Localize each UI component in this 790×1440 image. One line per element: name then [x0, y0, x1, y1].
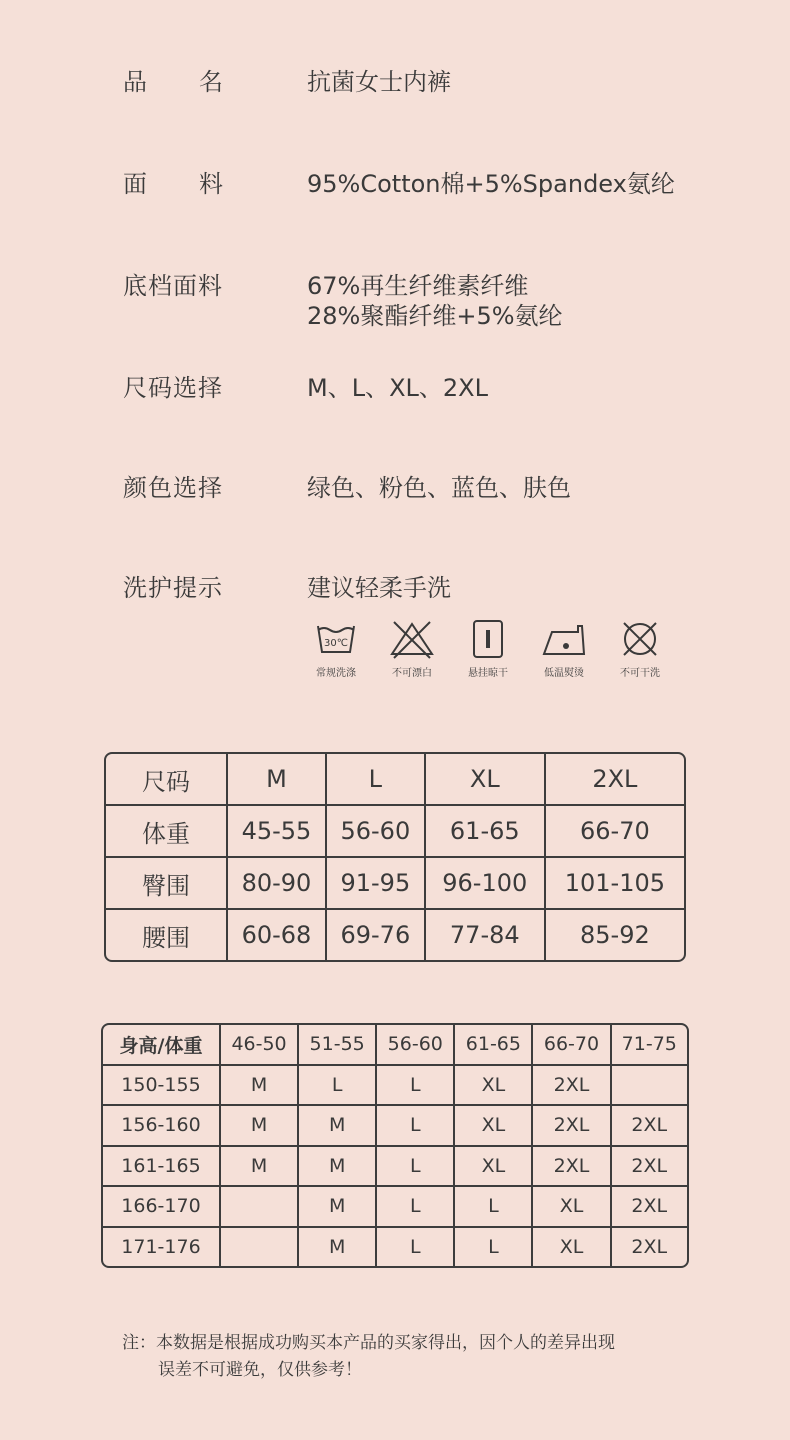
- table-cell: XL: [455, 1106, 533, 1147]
- spec-value-name: 抗菌女士内裤: [307, 68, 451, 96]
- table-header-cell: L: [327, 754, 426, 806]
- table-cell: L: [299, 1066, 377, 1107]
- table-cell: [221, 1228, 299, 1267]
- table-cell: 56-60: [327, 806, 426, 858]
- table-cell: L: [377, 1106, 455, 1147]
- table-cell: M: [221, 1147, 299, 1188]
- care-caption: 常规洗涤: [316, 668, 356, 679]
- table-row: [106, 910, 684, 960]
- care-item-hang-dry: [450, 618, 526, 679]
- spec-value-color: 绿色、粉色、蓝色、肤色: [307, 474, 571, 502]
- table-cell: 腰围: [106, 910, 228, 960]
- table-row: [103, 1187, 687, 1228]
- table-header-cell: 2XL: [546, 754, 684, 806]
- table-cell: 2XL: [631, 1235, 668, 1258]
- table-cell: 2XL: [533, 1066, 611, 1107]
- table-cell: 66-70: [546, 806, 684, 858]
- table-cell: 161-165: [103, 1147, 221, 1188]
- label-char: 面: [123, 170, 147, 198]
- table-cell: 77-84: [426, 910, 546, 960]
- care-item-no-dry-clean: [602, 618, 678, 679]
- table-row: [106, 806, 684, 858]
- table-row: [103, 1066, 687, 1107]
- table-cell: 2XL: [533, 1147, 611, 1188]
- spec-label-fabric: [123, 169, 223, 199]
- disclaimer-note: [122, 1330, 615, 1384]
- spec-label-crotch: 底档面料: [123, 272, 223, 300]
- care-item-low-iron: [526, 618, 602, 679]
- table-header-cell: 51-55: [299, 1025, 377, 1066]
- table-cell: L: [377, 1147, 455, 1188]
- care-caption: 低温熨烫: [544, 668, 584, 679]
- care-item-wash: [298, 618, 374, 679]
- table-cell: 61-65: [426, 806, 546, 858]
- table-cell: 45-55: [228, 806, 327, 858]
- spec-label-name: [123, 67, 223, 97]
- table-cell: L: [377, 1228, 455, 1267]
- label-char: 名: [199, 68, 223, 96]
- table-cell: L: [377, 1066, 455, 1107]
- table-header-cell: 46-50: [221, 1025, 299, 1066]
- table-cell: 2XL: [612, 1147, 687, 1188]
- table-cell: 156-160: [103, 1106, 221, 1147]
- spec-value-fabric: 95%Cotton棉+5%Spandex氨纶: [307, 170, 675, 198]
- note-line-1: 注：本数据是根据成功购买本产品的买家得出，因个人的差异出现: [122, 1333, 615, 1353]
- spec-value-crotch: [307, 271, 563, 331]
- table-cell: 101-105: [546, 858, 684, 910]
- table-header-cell: 56-60: [377, 1025, 455, 1066]
- table-cell: M: [299, 1147, 377, 1188]
- table-header-cell: 71-75: [612, 1025, 687, 1066]
- table-header-cell: 66-70: [533, 1025, 611, 1066]
- table-header-cell: XL: [426, 754, 546, 806]
- care-caption: 不可干洗: [620, 668, 660, 679]
- table-cell: 80-90: [228, 858, 327, 910]
- no-bleach-icon: [388, 618, 436, 660]
- table-header-cell: 身高/体重: [103, 1025, 221, 1066]
- spec-label-care: 洗护提示: [123, 574, 223, 602]
- table-cell: 2XL: [612, 1106, 687, 1147]
- note-line-2: 误差不可避免，仅供参考！: [158, 1360, 362, 1380]
- table-cell: 150-155: [103, 1066, 221, 1107]
- table-cell: M: [299, 1228, 377, 1267]
- table-cell: M: [299, 1187, 377, 1228]
- table-row: [106, 858, 684, 910]
- table-header-cell: 61-65: [455, 1025, 533, 1066]
- table-cell: [612, 1066, 687, 1107]
- spec-value-size: M、L、XL、2XL: [307, 374, 488, 402]
- table-header-row: [103, 1025, 687, 1066]
- table-cell: 166-170: [103, 1187, 221, 1228]
- table-cell: 91-95: [327, 858, 426, 910]
- table-cell: 85-92: [580, 921, 650, 949]
- table-header-cell: M: [228, 754, 327, 806]
- table-cell: L: [455, 1187, 533, 1228]
- spec-label-size: 尺码选择: [123, 374, 223, 402]
- table-cell: XL: [455, 1066, 533, 1107]
- fit-table: [101, 1023, 689, 1268]
- table-cell: XL: [533, 1187, 611, 1228]
- table-cell: 171-176: [103, 1228, 221, 1267]
- no-dry-clean-icon: [616, 618, 664, 660]
- table-cell: L: [455, 1228, 533, 1267]
- table-cell: 臀围: [106, 858, 228, 910]
- table-header-cell: 尺码: [106, 754, 228, 806]
- table-cell: 69-76: [327, 910, 426, 960]
- table-cell: M: [221, 1066, 299, 1107]
- table-cell: XL: [533, 1228, 611, 1267]
- table-cell: M: [221, 1106, 299, 1147]
- low-iron-icon: [540, 618, 588, 660]
- table-cell: 2XL: [533, 1106, 611, 1147]
- table-header-row: [106, 754, 684, 806]
- table-cell: 体重: [106, 806, 228, 858]
- care-item-no-bleach: [374, 618, 450, 679]
- hang-dry-icon: [464, 618, 512, 660]
- size-table: [104, 752, 686, 962]
- table-row: [103, 1106, 687, 1147]
- svg-text:30℃: 30℃: [324, 638, 348, 649]
- table-cell: 96-100: [426, 858, 546, 910]
- label-char: 料: [199, 170, 223, 198]
- table-row: [103, 1228, 687, 1267]
- care-caption: 不可漂白: [392, 668, 432, 679]
- spec-value-care: 建议轻柔手洗: [307, 574, 451, 602]
- care-caption: 悬挂晾干: [468, 668, 508, 679]
- table-cell: M: [299, 1106, 377, 1147]
- table-cell: [221, 1187, 299, 1228]
- crotch-line-1: 67%再生纤维素纤维: [307, 272, 529, 300]
- care-icons: [298, 618, 678, 679]
- table-cell: L: [377, 1187, 455, 1228]
- spec-label-color: 颜色选择: [123, 474, 223, 502]
- table-cell: 60-68: [228, 910, 327, 960]
- label-char: 品: [123, 68, 147, 96]
- table-cell: XL: [455, 1147, 533, 1188]
- table-row: [103, 1147, 687, 1188]
- crotch-line-2: 28%聚酯纤维+5%氨纶: [307, 302, 563, 330]
- wash-30c-icon: [312, 618, 360, 660]
- table-cell: 2XL: [612, 1187, 687, 1228]
